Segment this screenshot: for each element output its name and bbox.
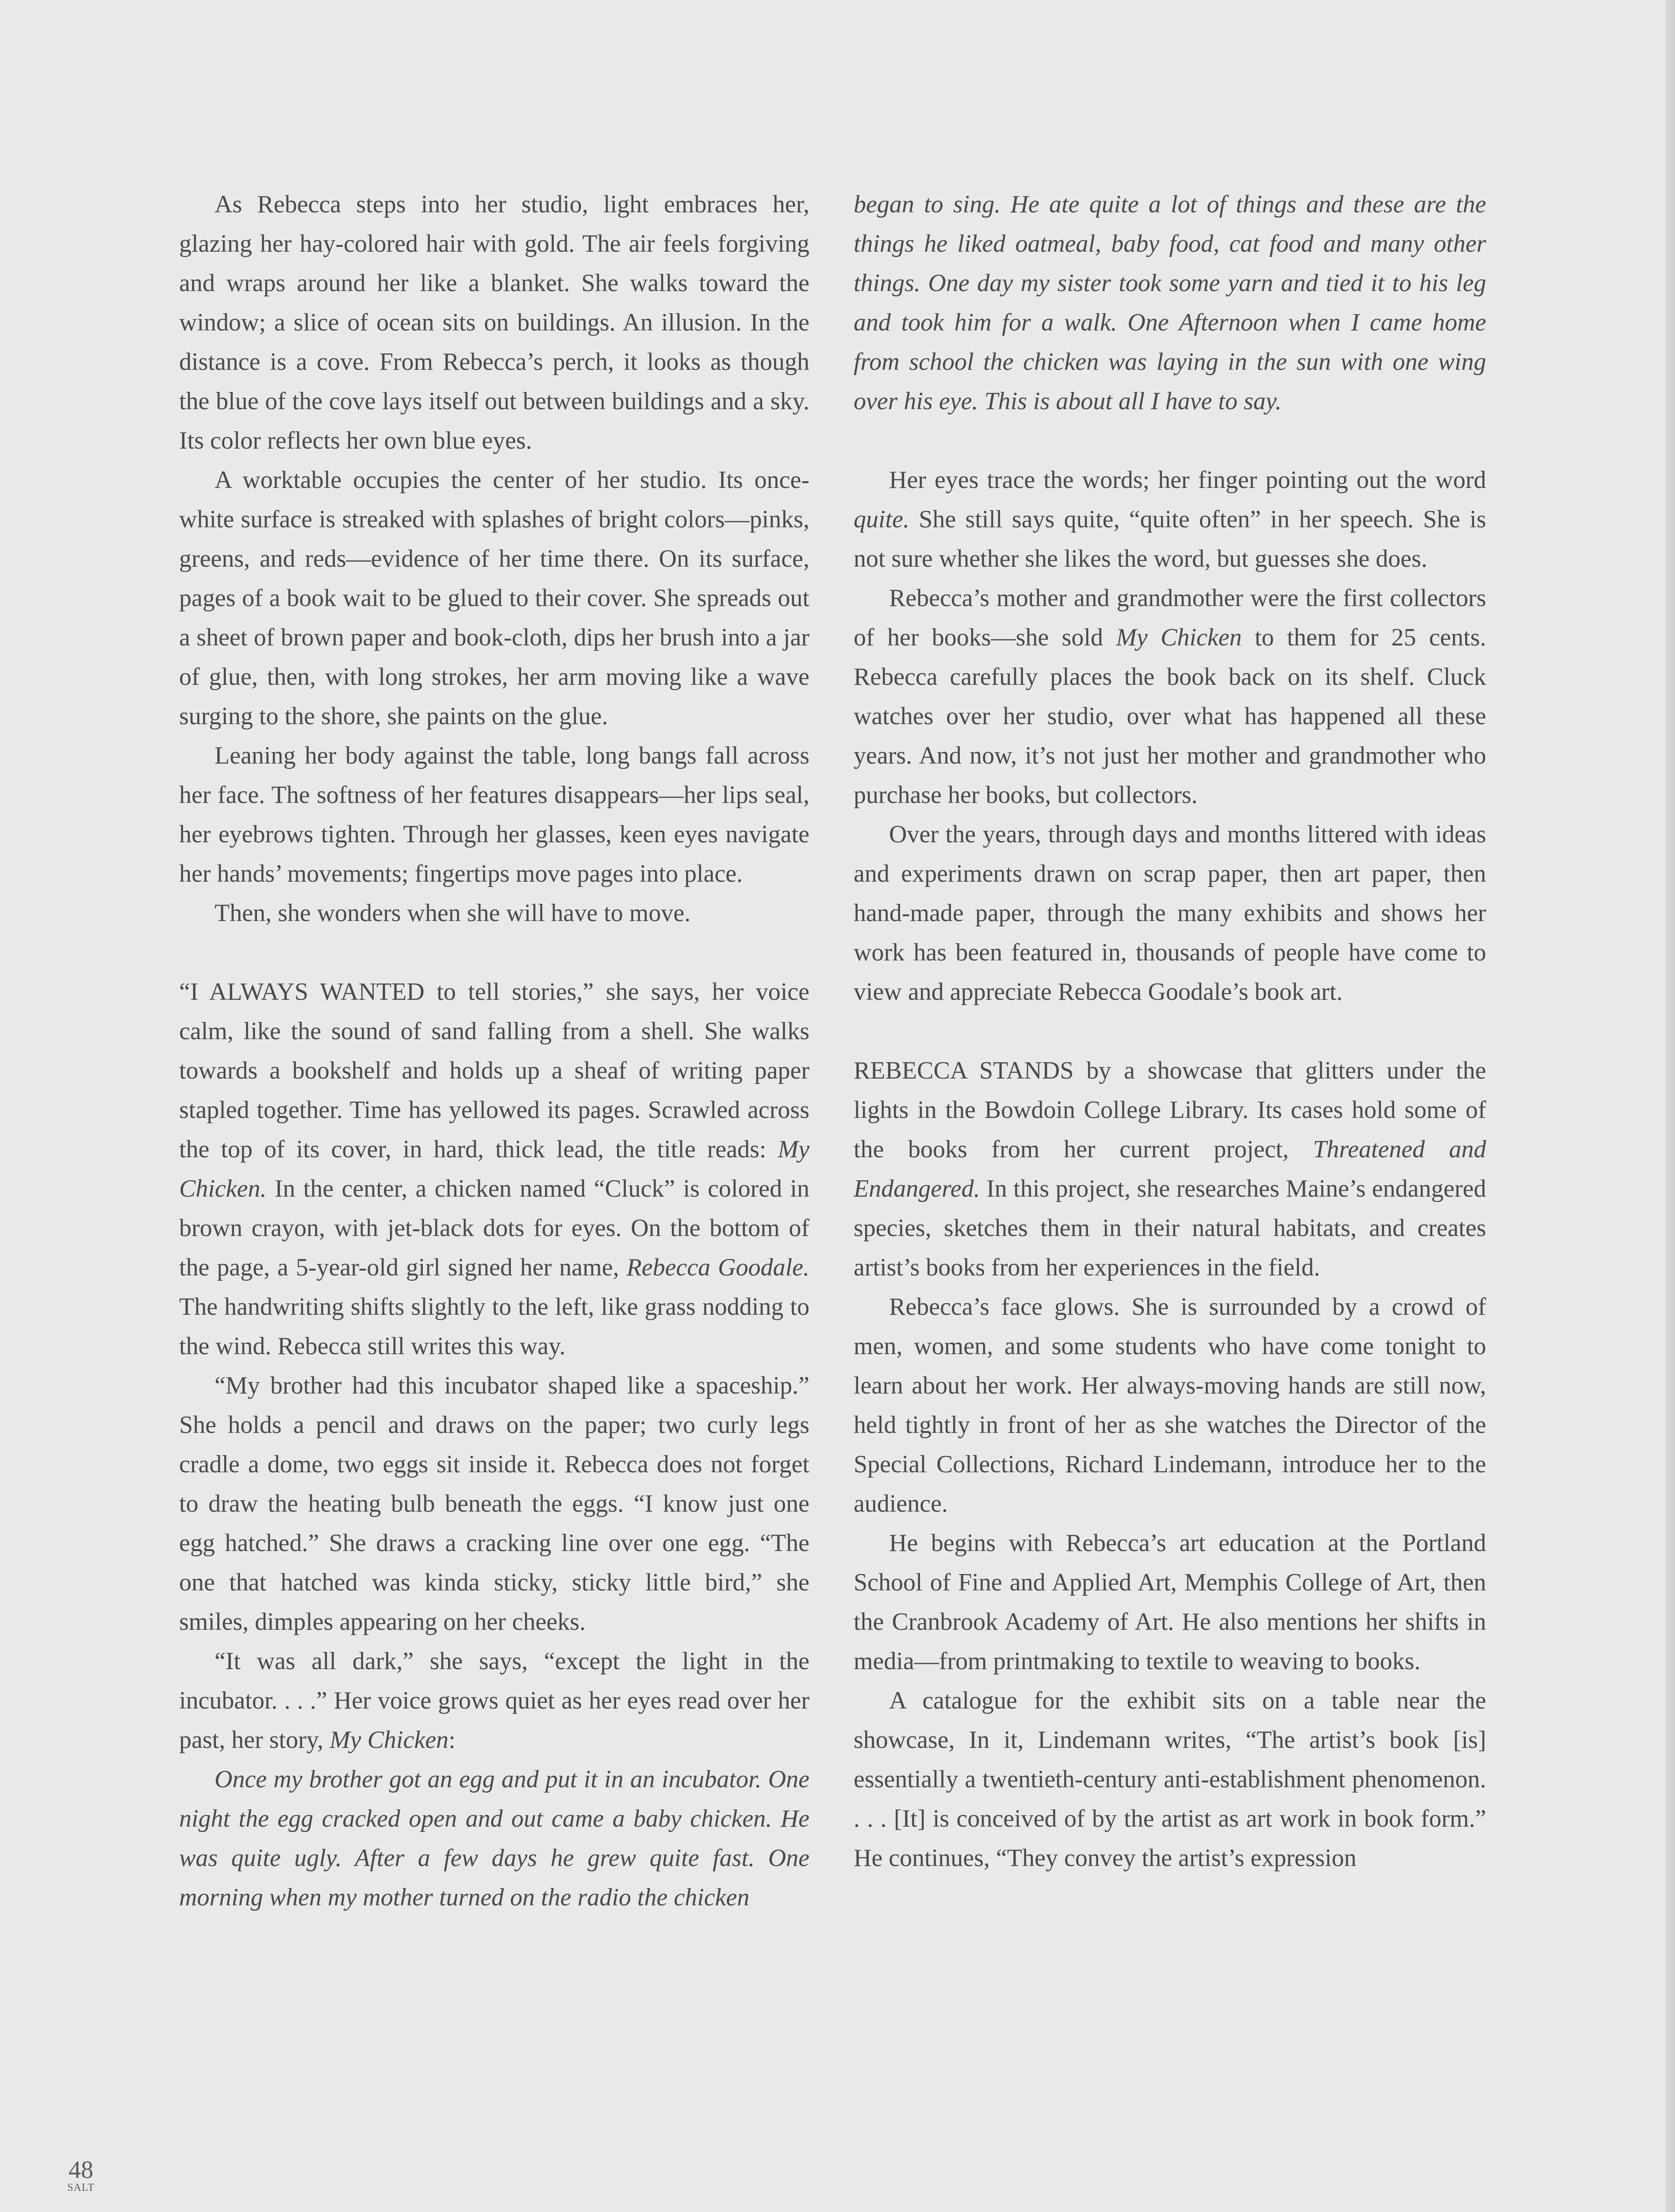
magazine-name: SALT bbox=[67, 2182, 95, 2193]
word-quite: quite. bbox=[854, 506, 909, 533]
story-excerpt-start: Once my brother got an egg and put it in an incubator. One night the egg cracked open and out came a baby chicken. He was quite ugly. After a few days he grew quite fast. One morning when my mother turned on the radio the chicken bbox=[179, 1766, 809, 1911]
paragraph-eyes-trace: Her eyes trace the words; her finger pointing out the word quite. She still says quite, “quite often” in her speech. She is not sure whether she likes the word, but guesses she does. bbox=[854, 466, 1486, 572]
book-title-my-chicken: My Chicken. bbox=[179, 1136, 809, 1202]
page-folio bbox=[65, 2158, 96, 2193]
paragraph-wonders: Then, she wonders when she will have to move. bbox=[215, 899, 691, 927]
paragraph-art-education: He begins with Rebecca’s art education at the Portland School of Fine and Applied Art, Memphis College of Art, then the Cranbrook Academy of Art. He also mentions her shifts in media—from printmaking to textile to weaving to books. bbox=[854, 1529, 1486, 1675]
paragraph-worktable: A worktable occupies the center of her studio. Its once-white surface is streaked with splashes of bright colors—pinks, greens, and reds—evidence of her time there. On its surface, pages of a book wait to be glued to their cover. She spreads out a sheet of brown paper and book-cloth, dips her brush into a jar of glue, then, with long strokes, her arm moving like a wave surging to the shore, she paints on the glue. bbox=[179, 466, 809, 730]
paragraph-all-dark: “It was all dark,” she says, “except the light in the incubator. . . .” Her voice grows quiet as her eyes read over her past, her story, My Chicken: bbox=[179, 1647, 809, 1754]
paragraph-first-collectors: Rebecca’s mother and grandmother were the first collectors of her books—she sold My Chicken to them for 25 cents. Rebecca carefully places the book back on its shelf. Cluck watches over her studio, over what has happened all these years. And now, it’s not just her mother and grandmother who purchase her books, but collectors. bbox=[854, 584, 1487, 809]
story-excerpt-end: began to sing. He ate quite a lot of things and these are the things he liked oatmeal, baby food, cat food and many other things. One day my sister took some yarn and tied it to his leg and took him for a walk. One Afternoon when I came home from school the chicken was laying in the sun with one wing over his eye. This is about all I have to say. bbox=[854, 191, 1486, 415]
paragraph-leaning: Leaning her body against the table, long bangs fall across her face. The softness of her features disappears—her lips seal, her eyebrows tighten. Through her glasses, keen eyes navigate her hands’ movements; fingertips move pages into place. bbox=[179, 742, 809, 887]
right-text-column bbox=[854, 185, 1486, 1878]
paragraph-showcase: REBECCA STANDS by a showcase that glitters under the lights in the Bowdoin College Library. Its cases hold some of the books from her current project, Threatened and Endangered. In this project, she researches Maine’s endangered species, sketches them in their natural habitats, and creates artist’s books from her experiences in the field. bbox=[854, 1057, 1487, 1281]
paragraph-over-the-years: Over the years, through days and months littered with ideas and experiments drawn on scrap paper, then art paper, then hand-made paper, through the many exhibits and shows her work has been featured in, thousands of people have come to view and appreciate Rebecca Goodale’s book art. bbox=[854, 821, 1486, 1006]
signature-name: Rebecca Goodale. bbox=[626, 1254, 809, 1281]
book-title-my-chicken-2: My Chicken bbox=[330, 1726, 449, 1754]
paragraph-always-wanted: “I ALWAYS WANTED to tell stories,” she says, her voice calm, like the sound of sand falling from a shell. She walks towards a bookshelf and holds up a sheaf of writing paper stapled together. Time has yellowed its pages. Scrawled across the top of its cover, in hard, thick lead, the title reads: My Chicken. In the center, a chicken named “Cluck” is colored in brown crayon, with jet-black dots for eyes. On the bottom of the page, a 5-year-old girl signed her name, Rebecca Goodale. The handwriting shifts slightly to the left, like grass nodding to the wind. Rebecca still writes this way. bbox=[179, 978, 809, 1360]
book-title-my-chicken-3: My Chicken bbox=[1116, 624, 1242, 651]
paragraph-incubator: “My brother had this incubator shaped like a spaceship.” She holds a pencil and draws on the paper; two curly legs cradle a dome, two eggs sit inside it. Rebecca does not forget to draw the heating bulb beneath the eggs. “I know just one egg hatched.” She draws a cracking line over one egg. “The one that hatched was kinda sticky, sticky little bird,” she smiles, dimples appearing on her cheeks. bbox=[179, 1372, 809, 1636]
paragraph-catalogue: A catalogue for the exhibit sits on a table near the showcase, In it, Lindemann writes, “The artist’s book [is] essentially a twentieth-century anti-establishment phenomenon. . . . [It] is conceived of by the artist as art work in book form.” He continues, “They convey the artist’s expression bbox=[854, 1687, 1486, 1872]
project-title: Threatened and Endangered. bbox=[854, 1136, 1487, 1202]
page-number: 48 bbox=[69, 2156, 93, 2184]
paragraph-face-glows: Rebecca’s face glows. She is surrounded by a crowd of men, women, and some students who have come tonight to learn about her work. Her always-moving hands are still now, held tightly in front of her as she watches the Director of the Special Collections, Richard Lindemann, introduce her to the audience. bbox=[854, 1293, 1486, 1517]
page-gutter-shadow bbox=[1665, 0, 1675, 2212]
left-text-column bbox=[179, 185, 809, 1917]
paragraph-studio-light: As Rebecca steps into her studio, light embraces her, glazing her hay-colored hair with gold. The air feels forgiving and wraps around her like a blanket. She walks toward the window; a slice of ocean sits on buildings. An illusion. In the distance is a cove. From Rebecca’s perch, it looks as though the blue of the cove lays itself out between buildings and a sky. Its color reflects her own blue eyes. bbox=[179, 191, 809, 454]
